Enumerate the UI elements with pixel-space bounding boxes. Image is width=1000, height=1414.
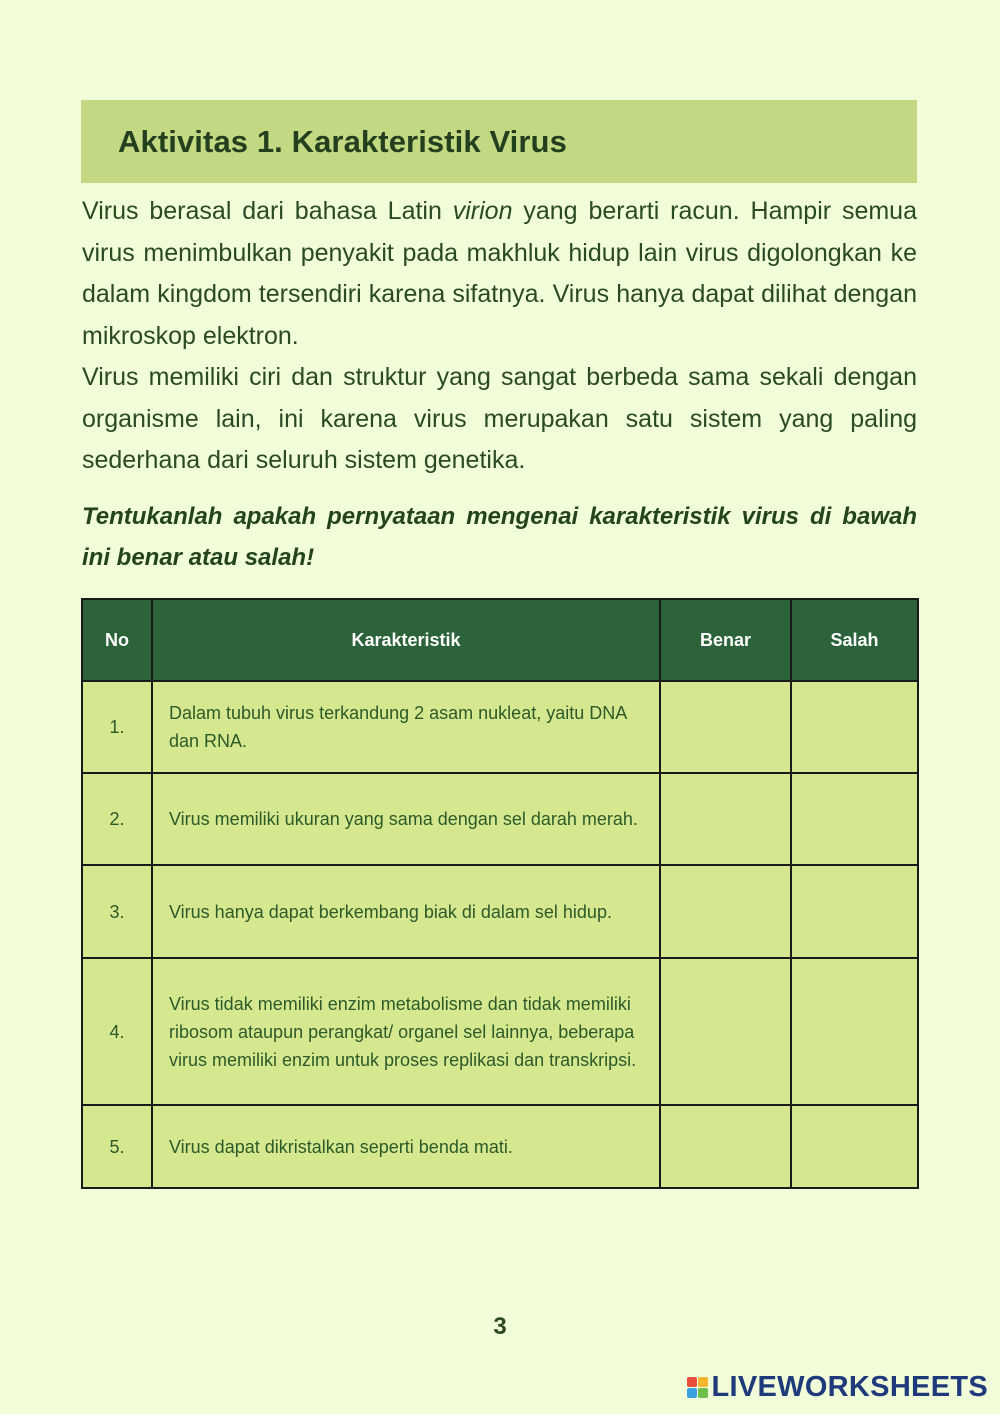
instruction: Tentukanlah apakah pernyataan mengenai karakteristik virus di bawah ini benar atau salah!	[82, 503, 917, 571]
characteristics-table	[81, 598, 919, 1189]
salah-answer-cell[interactable]	[791, 865, 918, 958]
intro-paragraph-1: Virus berasal dari bahasa Latin virion yang berarti racun. Hampir semua virus menimbulkan penyakit pada makhluk hidup lain virus digolongkan ke dalam kingdom tersendiri karena sifatnya. Virus hanya dapat dilihat dengan mikroskop elektron.	[82, 197, 917, 350]
salah-answer-cell[interactable]	[791, 681, 918, 773]
table-row	[82, 681, 918, 773]
row-number: 1.	[82, 681, 152, 773]
row-number: 5.	[82, 1105, 152, 1188]
intro-italic-term: virion	[452, 197, 513, 225]
row-statement: Virus dapat dikristalkan seperti benda mati.	[152, 1105, 660, 1188]
table-header-row	[82, 599, 918, 681]
header-salah: Salah	[791, 599, 918, 681]
table-row	[82, 958, 918, 1105]
benar-answer-cell[interactable]	[660, 958, 791, 1105]
table-row	[82, 865, 918, 958]
header-karakteristik: Karakteristik	[152, 599, 660, 681]
salah-answer-cell[interactable]	[791, 773, 918, 865]
table-row	[82, 1105, 918, 1188]
liveworksheets-watermark	[687, 1371, 989, 1404]
row-statement: Virus tidak memiliki enzim metabolisme dan tidak memiliki ribosom ataupun perangkat/ organel sel lainnya, beberapa virus memiliki enzim untuk proses replikasi dan transkripsi.	[152, 958, 660, 1105]
intro-text	[82, 191, 917, 482]
benar-answer-cell[interactable]	[660, 865, 791, 958]
table-row	[82, 773, 918, 865]
header-benar: Benar	[660, 599, 791, 681]
salah-answer-cell[interactable]	[791, 958, 918, 1105]
row-statement: Dalam tubuh virus terkandung 2 asam nukleat, yaitu DNA dan RNA.	[152, 681, 660, 773]
row-number: 3.	[82, 865, 152, 958]
row-number: 4.	[82, 958, 152, 1105]
intro-paragraph-2: Virus memiliki ciri dan struktur yang sangat berbeda sama sekali dengan organisme lain, ini karena virus merupakan satu sistem yang paling sederhana dari seluruh sistem genetika.	[82, 363, 917, 474]
row-number: 2.	[82, 773, 152, 865]
watermark-text: LIVEWORKSHEETS	[711, 1371, 988, 1403]
row-statement: Virus memiliki ukuran yang sama dengan sel darah merah.	[152, 773, 660, 865]
salah-answer-cell[interactable]	[791, 1105, 918, 1188]
page-title: Aktivitas 1. Karakteristik Virus	[118, 123, 567, 159]
title-bar	[81, 100, 917, 183]
benar-answer-cell[interactable]	[660, 773, 791, 865]
page-number: 3	[493, 1313, 507, 1340]
row-statement: Virus hanya dapat berkembang biak di dalam sel hidup.	[152, 865, 660, 958]
benar-answer-cell[interactable]	[660, 1105, 791, 1188]
liveworksheets-logo-icon	[687, 1377, 708, 1398]
header-no: No	[82, 599, 152, 681]
benar-answer-cell[interactable]	[660, 681, 791, 773]
